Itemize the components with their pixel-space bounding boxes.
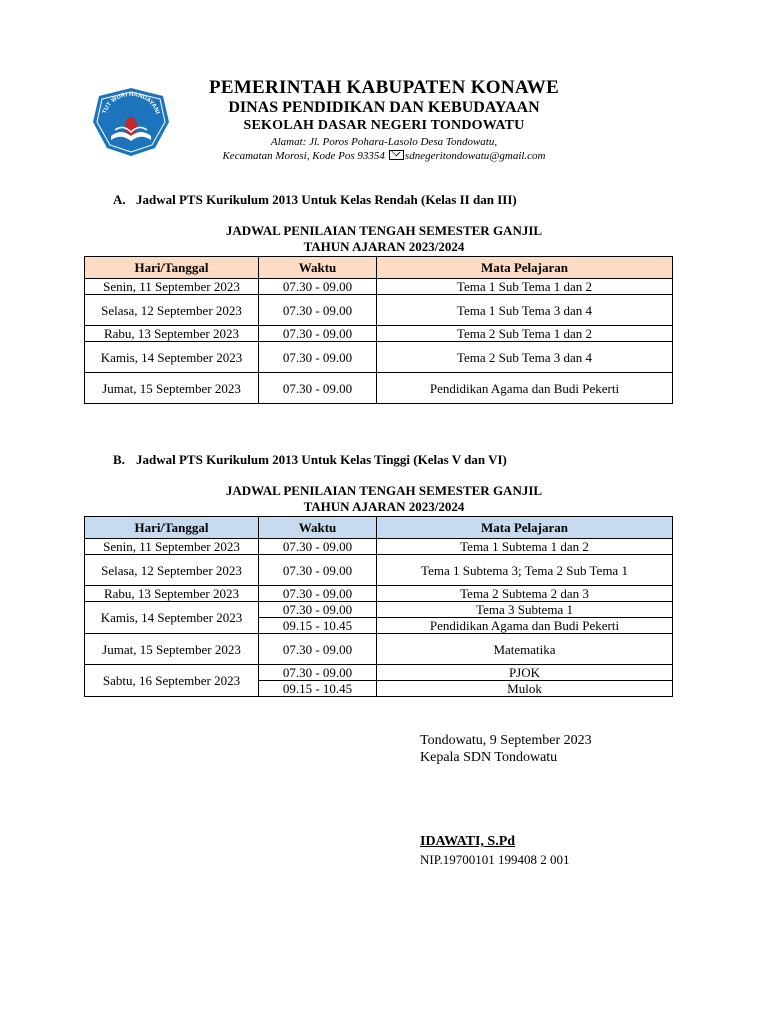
cell-time: 07.30 - 09.00 [259, 326, 377, 342]
cell-subject: Pendidikan Agama dan Budi Pekerti [377, 618, 673, 634]
cell-day: Senin, 11 September 2023 [85, 279, 259, 295]
signature-position: Kepala SDN Tondowatu [420, 750, 558, 765]
section-a-caption-line2: TAHUN AJARAN 2023/2024 [303, 239, 465, 254]
cell-time: 07.30 - 09.00 [259, 665, 377, 681]
cell-time: 07.30 - 09.00 [259, 586, 377, 602]
cell-subject: Tema 2 Subtema 2 dan 3 [377, 586, 673, 602]
table-header-row [85, 517, 673, 539]
table-row [85, 279, 673, 295]
table-row [85, 665, 673, 681]
cell-day: Jumat, 15 September 2023 [85, 373, 259, 404]
section-b-caption-line2: TAHUN AJARAN 2023/2024 [303, 499, 465, 514]
table-row [85, 373, 673, 404]
section-b-title: Jadwal PTS Kurikulum 2013 Untuk Kelas Tinggi (Kelas V dan VI) [136, 452, 507, 467]
letterhead-email[interactable]: sdnegeritondowatu@gmail.com [404, 150, 546, 162]
cell-subject: Pendidikan Agama dan Budi Pekerti [377, 373, 673, 404]
cell-subject: Tema 1 Subtema 1 dan 2 [377, 539, 673, 555]
table-row [85, 342, 673, 373]
section-a-letter: A. [113, 192, 126, 207]
cell-day: Selasa, 12 September 2023 [85, 295, 259, 326]
cell-time: 07.30 - 09.00 [259, 539, 377, 555]
cell-day: Rabu, 13 September 2023 [85, 586, 259, 602]
letterhead-government: PEMERINTAH KABUPATEN KONAWE [208, 77, 560, 98]
table-row [85, 326, 673, 342]
cell-day: Senin, 11 September 2023 [85, 539, 259, 555]
schedule-table-b [84, 516, 673, 697]
cell-subject: Tema 2 Sub Tema 1 dan 2 [377, 326, 673, 342]
cell-subject: Tema 2 Sub Tema 3 dan 4 [377, 342, 673, 373]
signature-block [420, 732, 592, 766]
school-logo [89, 86, 173, 158]
table-header-row [85, 257, 673, 279]
letterhead-address-line2 [175, 149, 593, 163]
letterhead-department: DINAS PENDIDIKAN DAN KEBUDAYAAN [228, 99, 540, 116]
cell-day: Kamis, 14 September 2023 [85, 602, 259, 634]
cell-time: 07.30 - 09.00 [259, 279, 377, 295]
header-day: Hari/Tanggal [85, 517, 259, 539]
cell-time: 07.30 - 09.00 [259, 342, 377, 373]
section-a-caption-line1: JADWAL PENILAIAN TENGAH SEMESTER GANJIL [225, 223, 543, 238]
cell-day: Kamis, 14 September 2023 [85, 342, 259, 373]
section-b-caption [84, 483, 684, 515]
cell-day: Rabu, 13 September 2023 [85, 326, 259, 342]
cell-time: 07.30 - 09.00 [259, 634, 377, 665]
table-row [85, 295, 673, 326]
section-a-caption [84, 223, 684, 255]
table-row [85, 602, 673, 618]
cell-subject: Tema 1 Subtema 3; Tema 2 Sub Tema 1 [377, 555, 673, 586]
cell-day: Jumat, 15 September 2023 [85, 634, 259, 665]
letterhead-address: Alamat: Jl. Poros Pohara-Lasolo Desa Tondowatu, [270, 136, 498, 148]
section-b-caption-line1: JADWAL PENILAIAN TENGAH SEMESTER GANJIL [225, 483, 543, 498]
mail-icon [389, 150, 404, 160]
table-row [85, 555, 673, 586]
header-subject: Mata Pelajaran [377, 257, 673, 279]
header-day: Hari/Tanggal [85, 257, 259, 279]
header-subject: Mata Pelajaran [377, 517, 673, 539]
table-row [85, 586, 673, 602]
cell-time: 09.15 - 10.45 [259, 618, 377, 634]
section-a-heading [113, 192, 517, 208]
section-b-letter: B. [113, 452, 125, 467]
section-b-heading [113, 452, 507, 468]
schedule-table-a [84, 256, 673, 404]
letterhead [175, 78, 593, 163]
signature-name: IDAWATI, S.Pd [420, 834, 516, 849]
signature-place-date: Tondowatu, 9 September 2023 [420, 733, 592, 748]
cell-subject: Matematika [377, 634, 673, 665]
letterhead-school: SEKOLAH DASAR NEGERI TONDOWATU [243, 118, 525, 133]
cell-time: 07.30 - 09.00 [259, 295, 377, 326]
cell-subject: Tema 1 Sub Tema 3 dan 4 [377, 295, 673, 326]
cell-time: 07.30 - 09.00 [259, 602, 377, 618]
letterhead-district: Kecamatan Morosi, Kode Pos 93354 [222, 150, 385, 162]
table-row [85, 539, 673, 555]
cell-time: 07.30 - 09.00 [259, 373, 377, 404]
cell-subject: PJOK [377, 665, 673, 681]
header-time: Waktu [259, 517, 377, 539]
cell-subject: Tema 1 Sub Tema 1 dan 2 [377, 279, 673, 295]
table-row [85, 634, 673, 665]
header-time: Waktu [259, 257, 377, 279]
logo-motto: TUT WURI HANDAYANI [101, 91, 161, 115]
cell-time: 07.30 - 09.00 [259, 555, 377, 586]
cell-time: 09.15 - 10.45 [259, 681, 377, 697]
cell-subject: Mulok [377, 681, 673, 697]
section-a-title: Jadwal PTS Kurikulum 2013 Untuk Kelas Rendah (Kelas II dan III) [136, 192, 517, 207]
cell-subject: Tema 3 Subtema 1 [377, 602, 673, 618]
signature-nip: NIP.19700101 199408 2 001 [420, 852, 570, 867]
cell-day: Selasa, 12 September 2023 [85, 555, 259, 586]
cell-day: Sabtu, 16 September 2023 [85, 665, 259, 697]
